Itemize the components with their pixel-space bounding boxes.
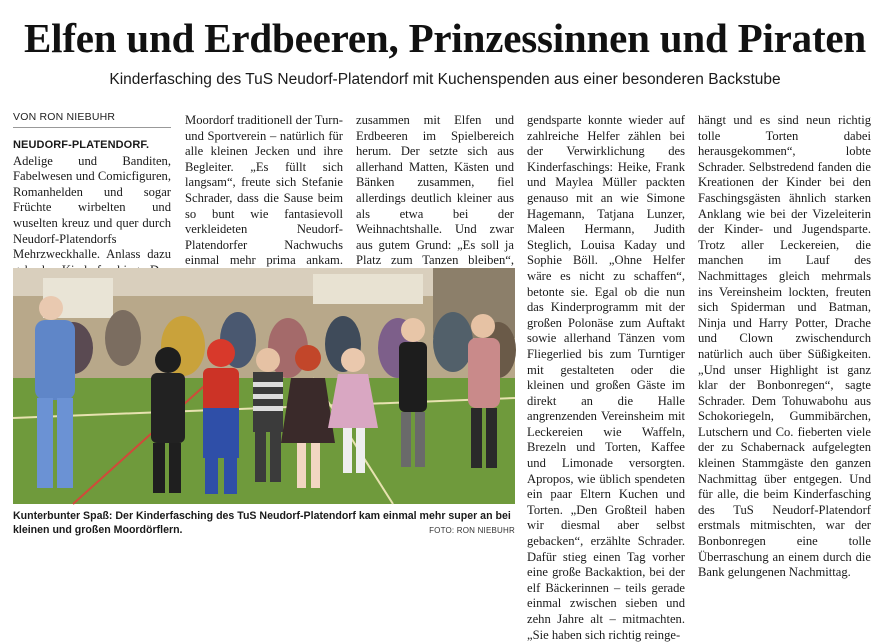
- hall-window: [313, 274, 423, 304]
- article-column-5: [698, 113, 871, 580]
- article-column-5-text: hängt und es sind neun richtig tolle Torten dabei herausgekommen“, lobte Schrader. Selbstredend fanden die Kreationen der Kinder bei den Faschingsgästen ähnlich starken Anklang wie bei der Vizeleiterin der Kinder- und Jugendsparte. Trotz aller Leckereien, die manchen im Lauf des Nachmittages gleich mehrmals ins Vereinsheim lockten, freuten sich Spiderman und Batman, Ninja und Harry Potter, Drache und Clown zwischendurch natürlich auch über Süßigkeiten. „Und unser Highlight ist ganz klar der Bonbonregen“, sagte Schrader. Dem Tohuwabohu aus Schokoriegeln, Gummibärchen, Lutschern und Co. fieberten viele der zu Schabernack aufgelegten kleinen Stammgäste den ganzen Nachmittag über entgegen. Und für alle, die beim Kinderfasching des TuS Neudorf-Platendorf erstmals mitmischten, war der Bonbonregen eine tolle Überraschung an einem durch die Bank gelungenen Nachmittag.: [698, 113, 871, 580]
- article-byline: VON RON NIEBUHR: [13, 110, 171, 128]
- article-headline: Elfen und Erdbeeren, Prinzessinnen und Piraten: [23, 15, 867, 61]
- article-column-2-text: Moordorf traditionell der Turn- und Sportverein – natürlich für alle kleinen Jecken und ihre Begleiter. „Es füllt sich langsam“, freute sich Stefanie Schrader, dass die Sause beim so bunt wie fantasievoll verkleideten Neudorf-Platendorfer Nachwuchs einmal mehr prima ankam.: [185, 113, 343, 268]
- article-column-3: [356, 113, 514, 268]
- article-column-1: [13, 137, 171, 265]
- article-column-2: [185, 113, 343, 268]
- article-subheadline: Kinderfasching des TuS Neudorf-Platendorf mit Kuchenspenden aus einer besonderen Backstube: [109, 71, 781, 88]
- photo-caption: Kunterbunter Spaß: Der Kinderfasching des TuS Neudorf-Platendorf kam einmal mehr super an bei kleinen und großen Moordörflern.: [13, 510, 511, 536]
- article-column-4-text: gendsparte konnte wieder auf zahlreiche Helfer zählen bei der Verwirklichung des Kinderfaschings: Heike, Frank und Maylea Müller packten genauso mit an wie Simone Hagemann, Tatjana Lunzer, Maleen Hermann, Judith Steglich, Louisa Kaday und Sophie Böll. „Ohne Helfer wäre es nicht zu schaffen“, betonte sie. Egal ob die nun das Kinderprogramm mit der großen Polonäse zum Auftakt sowie allerhand Tänzen vom Fliegerlied bis zum Turntiger mit gestalteten oder die kleinen und großen Gäste im direkt an die Halle angrenzenden Vereinsheim mit Leckereien wie Waffeln, Brezeln und Torten, Kaffee und Limonade versorgten. Apropos, wie üblich spendeten ein paar Eltern Kuchen und Torten. „Den Großteil haben wir diesmal aber selbst gebacken“, erzählte Schrader. Dafür stieg einen Tag vorher eine große Backaktion, bei der elf Bäckerinnen – teils gerade einmal zwischen sieben und zehn Jahre alt – mitmachten. „Sie haben sich richtig reinge-: [527, 113, 685, 642]
- photo-credit: FOTO: RON NIEBUHR: [429, 526, 515, 535]
- photo-illustration: [13, 268, 515, 504]
- article-column-1-text: Adelige und Banditen, Fabelwesen und Comicfiguren, Romanhelden und sogar Früchte wirbelten und wuselten kreuz und quer durch Neudorf-Platendorfs Mehrzweckhalle. Anlass dazu: [13, 153, 171, 262]
- article-column-4: [527, 113, 685, 642]
- article-dateline: NEUDORF-PLATENDORF.: [13, 139, 150, 151]
- article-photo: [13, 268, 515, 504]
- article-column-3-text: zusammen mit Elfen und Erdbeeren im Spielbereich herum. Der setzte sich aus allerhand Matten, Kästen und Bänken zusammen, fiel allerdings deutlich kleiner aus als etwa bei der Weihnachtshalle. Und zwar aus gutem Grund: „Es soll ja Platz zum Tanzen bleiben“,: [356, 113, 514, 268]
